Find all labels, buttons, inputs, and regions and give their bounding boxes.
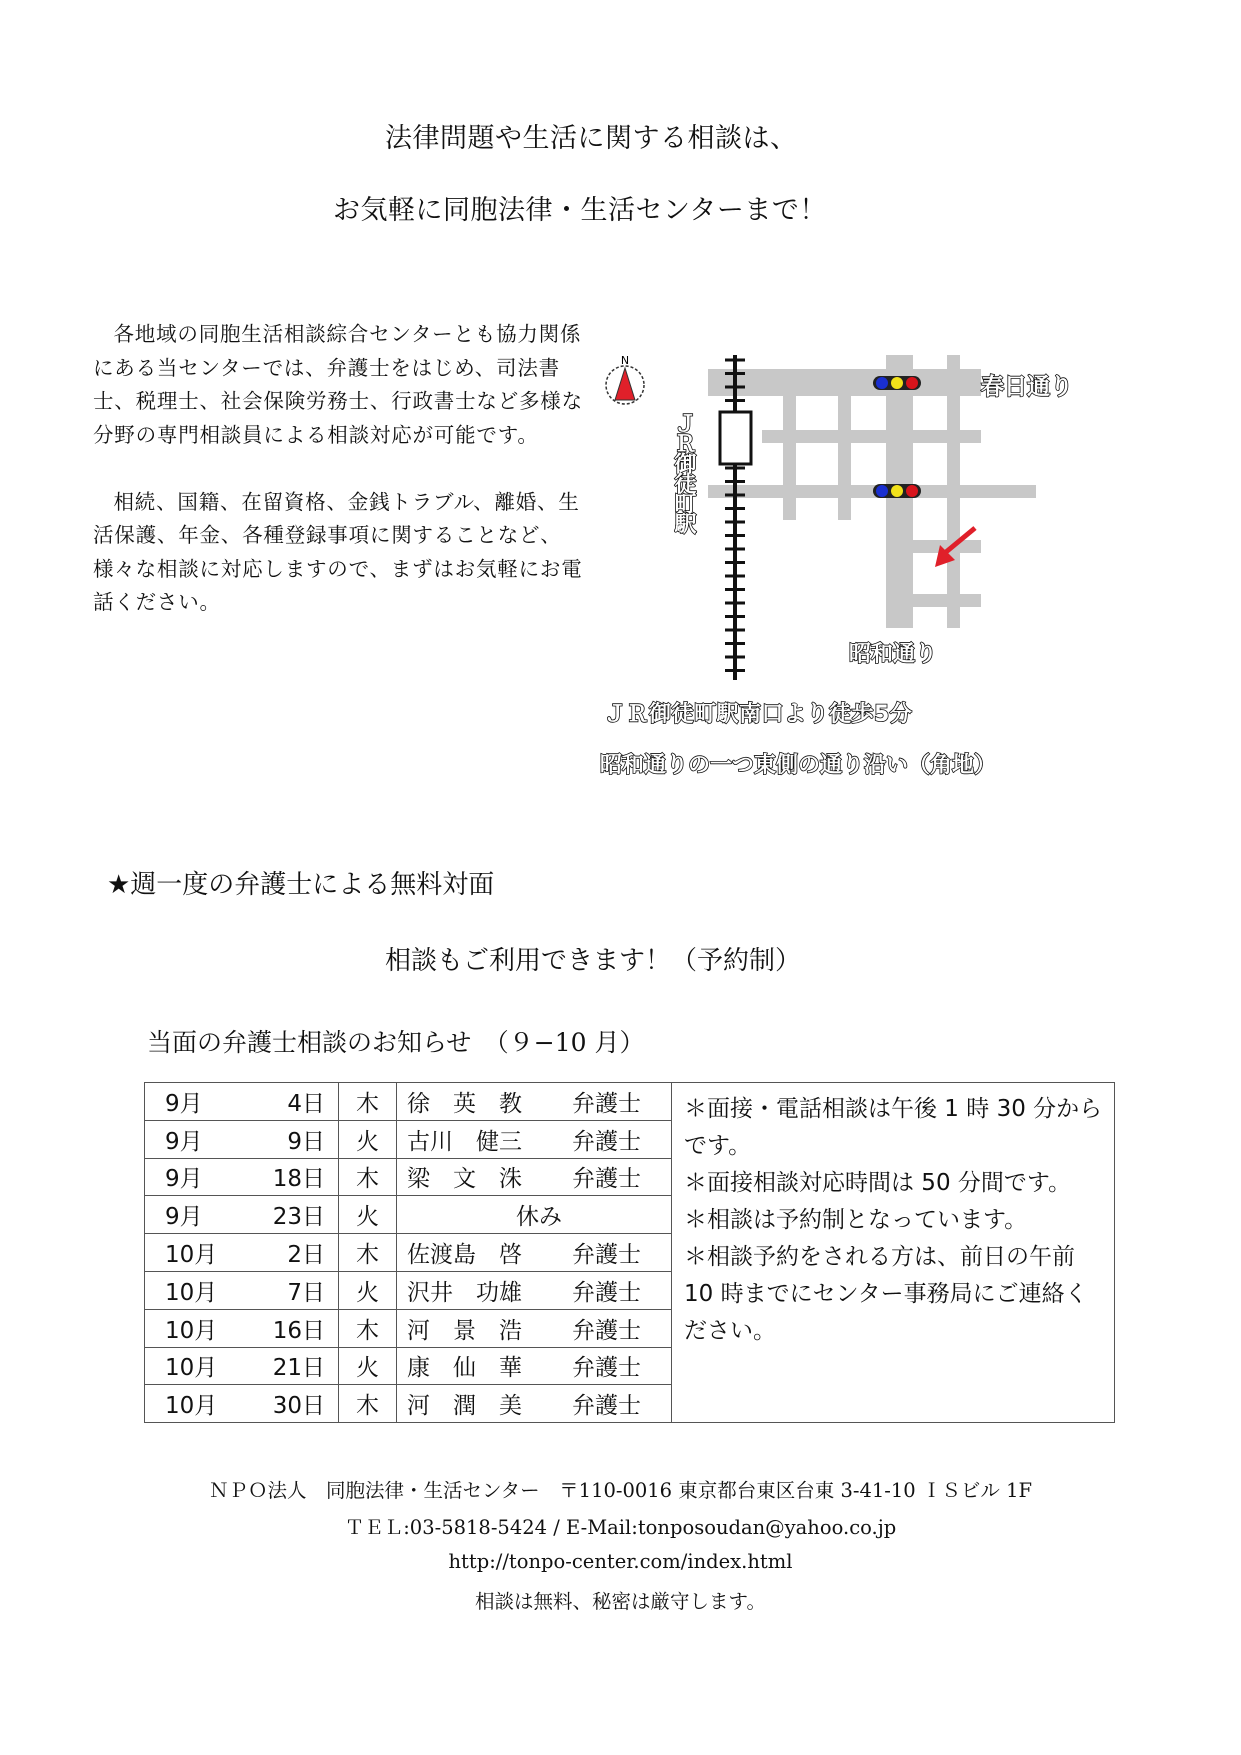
date-day: 18日 <box>272 1166 325 1193</box>
lawyer-name: 徐 英 教 <box>407 1090 522 1117</box>
footer-org: ＮＰＯ法人 同胞法律・生活センター 〒110-0016 東京都台東区台東 3-41-10 ＩＳビル 1F <box>208 1479 1033 1502</box>
free-consultation-headline-2: 相談もご利用できます！（予約制） <box>385 946 802 976</box>
schedule-date <box>145 1271 339 1309</box>
lawyer-name: 古川 健三 <box>407 1128 522 1155</box>
compass-icon <box>606 354 644 404</box>
schedule-weekday: 火 <box>339 1196 397 1234</box>
lawyer-name: 沢井 功雄 <box>407 1279 522 1306</box>
date-month: 9月 <box>165 1090 203 1117</box>
lawyer-title: 弁護士 <box>572 1242 641 1269</box>
signal-red <box>906 485 918 497</box>
railway <box>720 355 751 680</box>
headline-line2: お気軽に同胞法律・生活センターまで！ <box>333 195 827 226</box>
signal-yellow <box>891 485 903 497</box>
date-day: 7日 <box>287 1279 325 1306</box>
road-h3 <box>708 485 1036 498</box>
direction-line-1: ＪＲ御徒町駅南口より徒歩5分 <box>604 702 913 727</box>
lawyer-title: 弁護士 <box>572 1317 641 1344</box>
lawyer-name: 河 景 浩 <box>407 1317 522 1344</box>
schedule-date <box>145 1234 339 1272</box>
schedule-lawyer <box>397 1309 672 1347</box>
schedule-title: 当面の弁護士相談のお知らせ （９−10 月） <box>147 1028 645 1057</box>
lawyer-name: 河 潤 美 <box>407 1393 522 1420</box>
closed-label: 休み <box>516 1204 562 1231</box>
date-month: 9月 <box>165 1128 203 1155</box>
schedule-date <box>145 1083 339 1121</box>
date-month: 10月 <box>165 1393 218 1420</box>
note-line: です。 <box>684 1133 752 1159</box>
intro-paragraph-1: 各地域の同胞生活相談綜合センターとも協力関係にある当センターでは、弁護士をはじめ、司法書士、税理士、社会保険労務士、行政書士など多様な分野の専門相談員による相談対応が可能です。 <box>93 322 583 447</box>
schedule-date <box>145 1158 339 1196</box>
lawyer-title: 弁護士 <box>572 1128 641 1155</box>
date-day: 4日 <box>287 1090 325 1117</box>
station-label: ＪＲ御徒町駅 <box>671 412 696 532</box>
schedule-weekday: 木 <box>339 1234 397 1272</box>
signal-red <box>906 377 918 389</box>
footer-url[interactable]: http://tonpo-center.com/index.html <box>448 1550 793 1573</box>
schedule-lawyer <box>397 1234 672 1272</box>
date-month: 10月 <box>165 1279 218 1306</box>
date-month: 10月 <box>165 1317 218 1344</box>
schedule-row <box>145 1083 1115 1121</box>
lawyer-title: 弁護士 <box>572 1393 641 1420</box>
schedule-weekday: 木 <box>339 1158 397 1196</box>
date-day: 21日 <box>272 1355 325 1382</box>
schedule-lawyer <box>397 1347 672 1385</box>
schedule-lawyer <box>397 1385 672 1423</box>
lawyer-title: 弁護士 <box>572 1166 641 1193</box>
date-day: 16日 <box>272 1317 325 1344</box>
note-line: ＊面接・電話相談は午後 1 時 30 分から <box>684 1096 1103 1122</box>
traffic-signal-south <box>873 484 921 498</box>
signal-yellow <box>891 377 903 389</box>
date-month: 9月 <box>165 1166 203 1193</box>
signal-blue <box>876 377 888 389</box>
street-label-kasuga: 春日通り <box>981 374 1073 400</box>
schedule-closed <box>397 1196 672 1234</box>
street-label-showa: 昭和通り <box>849 642 938 667</box>
schedule-date <box>145 1309 339 1347</box>
headline-line1: 法律問題や生活に関する相談は、 <box>385 123 798 154</box>
schedule-weekday: 木 <box>339 1083 397 1121</box>
intro-paragraph-2: 相続、国籍、在留資格、金銭トラブル、離婚、生活保護、年金、各種登録事項に関することなど、様々な相談に対応しますので、まずはお気軽にお電話ください。 <box>93 489 583 614</box>
schedule-date <box>145 1196 339 1234</box>
footer-closing: 相談は無料、秘密は厳守します。 <box>475 1590 766 1613</box>
lawyer-name: 佐渡島 啓 <box>407 1242 522 1269</box>
schedule-weekday: 木 <box>339 1309 397 1347</box>
schedule-weekday: 火 <box>339 1347 397 1385</box>
date-day: 2日 <box>287 1242 325 1269</box>
station-building <box>720 412 751 464</box>
date-month: 10月 <box>165 1242 218 1269</box>
lawyer-name: 康 仙 華 <box>407 1355 522 1382</box>
date-day: 9日 <box>287 1128 325 1155</box>
note-line: ださい。 <box>684 1318 776 1344</box>
lawyer-name: 梁 文 洙 <box>407 1166 522 1193</box>
schedule-notes <box>672 1083 1115 1423</box>
road-v1 <box>783 396 796 520</box>
lawyer-title: 弁護士 <box>572 1279 641 1306</box>
footer-contact: ＴＥＬ:03-5818-5424 / E-Mail:tonposoudan@yahoo.co.jp <box>344 1516 897 1539</box>
schedule-lawyer <box>397 1120 672 1158</box>
note-line: ＊相談予約をされる方は、前日の午前 <box>684 1244 1075 1270</box>
intro-text <box>93 318 583 620</box>
schedule-table <box>144 1082 1115 1423</box>
compass-north-label: N <box>620 354 630 367</box>
schedule-weekday: 木 <box>339 1385 397 1423</box>
schedule-lawyer <box>397 1158 672 1196</box>
schedule-lawyer <box>397 1083 672 1121</box>
road-v2 <box>838 396 851 520</box>
date-day: 30日 <box>272 1393 325 1420</box>
access-map <box>590 340 1090 680</box>
date-month: 10月 <box>165 1355 218 1382</box>
free-consultation-headline-1: ★週一度の弁護士による無料対面 <box>107 870 495 900</box>
road-v4 <box>947 355 960 628</box>
signal-blue <box>876 485 888 497</box>
note-line: ＊相談は予約制となっています。 <box>684 1207 1028 1233</box>
lawyer-title: 弁護士 <box>572 1355 641 1382</box>
direction-line-2: 昭和通りの一つ東側の通り沿い（角地） <box>600 753 997 778</box>
lawyer-title: 弁護士 <box>572 1090 641 1117</box>
road-kasuga <box>708 369 981 396</box>
note-line: ＊面接相談対応時間は 50 分間です。 <box>684 1170 1072 1196</box>
date-month: 9月 <box>165 1204 203 1231</box>
schedule-date <box>145 1385 339 1423</box>
schedule-weekday: 火 <box>339 1120 397 1158</box>
schedule-lawyer <box>397 1271 672 1309</box>
schedule-date <box>145 1120 339 1158</box>
schedule-weekday: 火 <box>339 1271 397 1309</box>
traffic-signal-north <box>873 376 921 390</box>
date-day: 23日 <box>272 1204 325 1231</box>
schedule-date <box>145 1347 339 1385</box>
note-line: 10 時までにセンター事務局にご連絡く <box>684 1281 1088 1307</box>
